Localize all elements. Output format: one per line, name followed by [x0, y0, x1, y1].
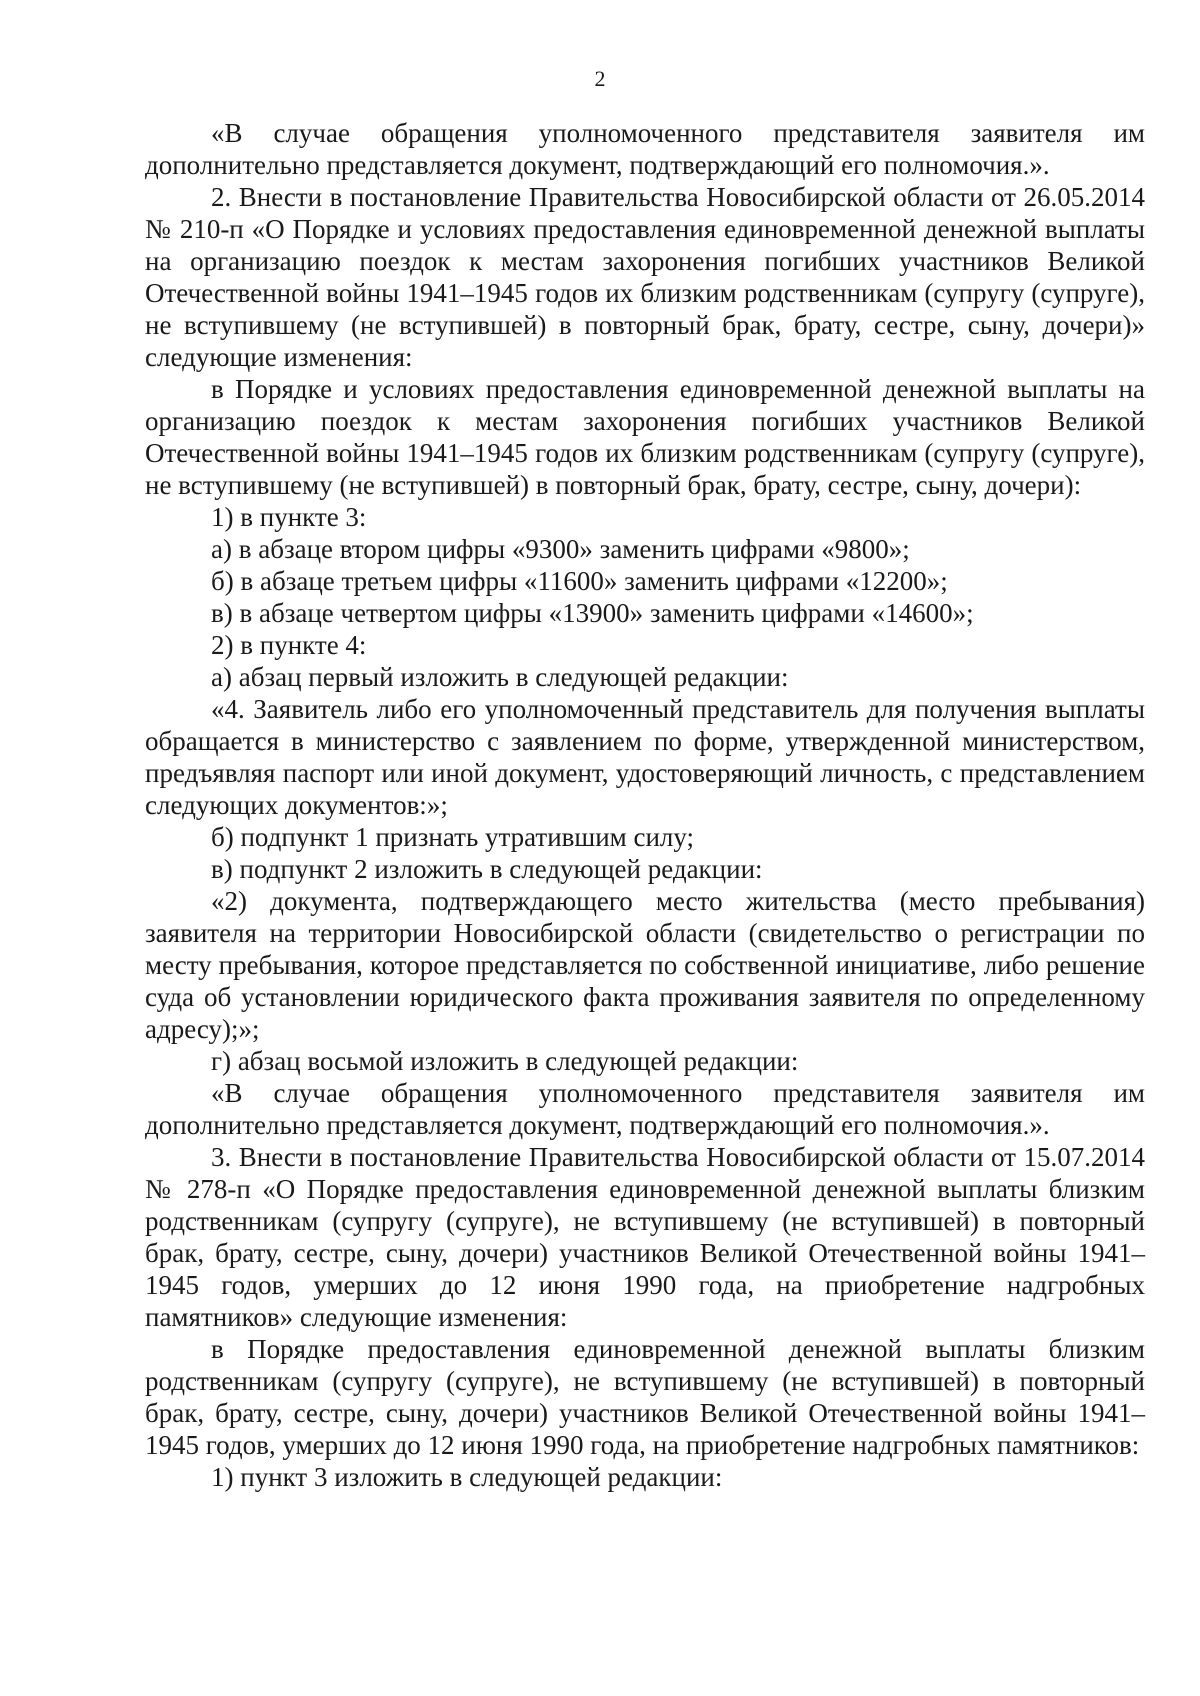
paragraph: в Порядке и условиях предоставления единовременной денежной выплаты на организацию поездок к местам захоронения погибших участников Великой Отечественной войны 1941–1945 годов их близким родственникам (супругу (супруге), не вступившему (не вступившей) в повторный брак, брату, сестре, сыну, дочери):: [145, 374, 1145, 500]
paragraph: 1) пункт 3 изложить в следующей редакции:: [211, 1462, 723, 1492]
paragraph: в) в абзаце четвертом цифры «13900» заменить цифрами «14600»;: [211, 598, 974, 628]
paragraph: «2) документа, подтверждающего место жительства (место пребывания) заявителя на территории Новосибирской области (свидетельство о регистрации по месту пребывания, которое представляется по собственной инициативе, либо решение суда об установлении юридического факта проживания заявителя по определенному адресу);»;: [145, 886, 1145, 1044]
paragraph: 2. Внести в постановление Правительства Новосибирской области от 26.05.2014 № 210-п «О Порядке и условиях предоставления единовременной денежной выплаты на организацию поездок к местам захоронения погибших участников Великой Отечественной войны 1941–1945 годов их близким родственникам (супругу (супруге), не вступившему (не вступившей) в повторный брак, брату, сестре, сыну, дочери)» следующие изменения:: [145, 182, 1145, 372]
paragraph: 1) в пункте 3:: [211, 502, 367, 532]
document-body: [145, 117, 1145, 1493]
paragraph: 2) в пункте 4:: [211, 630, 367, 660]
paragraph: «4. Заявитель либо его уполномоченный представитель для получения выплаты обращается в министерство с заявлением по форме, утвержденной министерством, предъявляя паспорт или иной документ, удостоверяющий личность, с представлением следующих документов:»;: [145, 694, 1145, 820]
paragraph: «В случае обращения уполномоченного представителя заявителя им дополнительно представляется документ, подтверждающий его полномочия.».: [145, 1078, 1145, 1140]
paragraph: г) абзац восьмой изложить в следующей редакции:: [211, 1046, 799, 1076]
paragraph: «В случае обращения уполномоченного представителя заявителя им дополнительно представляется документ, подтверждающий его полномочия.».: [145, 118, 1145, 180]
paragraph: б) в абзаце третьем цифры «11600» заменить цифрами «12200»;: [211, 566, 948, 596]
paragraph: а) в абзаце втором цифры «9300» заменить цифрами «9800»;: [211, 534, 910, 564]
page-number: 2: [594, 66, 606, 91]
paragraph: в) подпункт 2 изложить в следующей редакции:: [211, 854, 763, 884]
paragraph: в Порядке предоставления единовременной денежной выплаты близким родственникам (супругу (супруге), не вступившему (не вступившей) в повторный брак, брату, сестре, сыну, дочери) участников Великой Отечественной войны 1941–1945 годов, умерших до 12 июня 1990 года, на приобретение надгробных памятников:: [145, 1334, 1145, 1460]
paragraph: б) подпункт 1 признать утратившим силу;: [211, 822, 695, 852]
paragraph: а) абзац первый изложить в следующей редакции:: [211, 662, 789, 692]
paragraph: 3. Внести в постановление Правительства Новосибирской области от 15.07.2014 № 278-п «О Порядке предоставления единовременной денежной выплаты близким родственникам (супругу (супруге), не вступившему (не вступившей) в повторный брак, брату, сестре, сыну, дочери) участников Великой Отечественной войны 1941–1945 годов, умерших до 12 июня 1990 года, на приобретение надгробных памятников» следующие изменения:: [145, 1142, 1145, 1332]
